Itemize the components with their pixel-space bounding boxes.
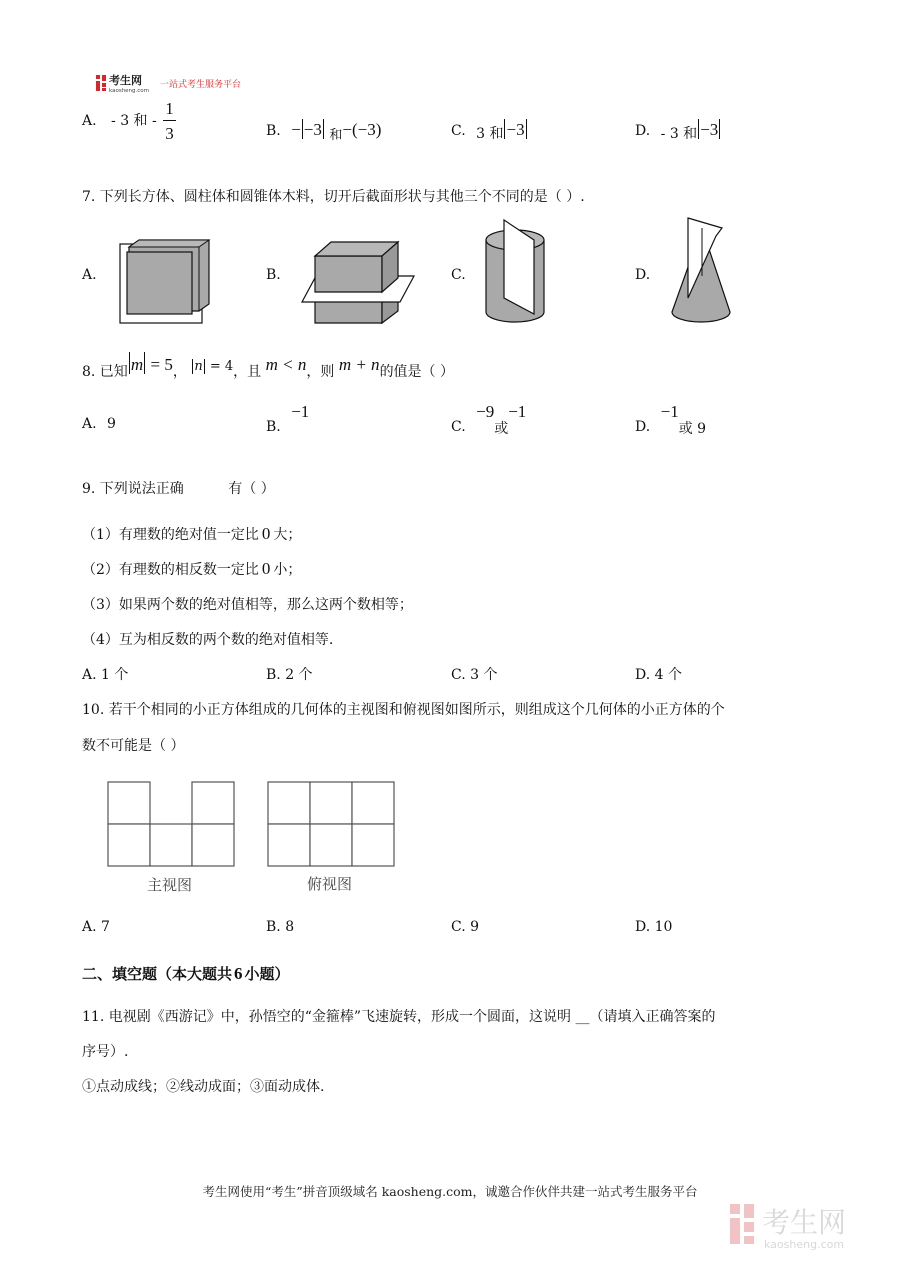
q9-option-a: A. 1 个 (82, 667, 129, 683)
q7-figure-a-cube-section (115, 232, 215, 326)
q9-s2-num: 0 (261, 559, 271, 578)
section2-title-a: 二、填空题（本大题共 (82, 965, 233, 983)
q6-b-minus: − (291, 120, 301, 139)
q9-stem (82, 478, 275, 498)
q10-option-a: A. 7 (82, 919, 110, 935)
footer-watermark (730, 1196, 880, 1260)
q8-c-label: C. (451, 419, 466, 435)
q8-c-or: 或 (494, 421, 509, 437)
q9-option-d: D. 4 个 (635, 667, 682, 683)
q9-s1-num: 0 (261, 524, 271, 543)
q6-option-b (266, 119, 381, 143)
q8-option-d (635, 402, 707, 437)
q6-b-rest: −(−3) (342, 120, 382, 139)
q9-statement-4: （4）互为相反数的两个数的绝对值相等. (82, 632, 334, 648)
q9-stem-b: 有（ ） (228, 481, 275, 497)
q8-eq5: = 5 (150, 355, 173, 374)
q11-line2: 序号）. (82, 1044, 129, 1060)
q10-option-b: B. 8 (266, 919, 295, 935)
q8-d-label: D. (635, 419, 651, 435)
q9-option-c: C. 3 个 (451, 667, 498, 683)
q6-a-fraction (163, 100, 176, 142)
q6-option-c (451, 119, 528, 143)
q8-c-v2: −1 (508, 402, 527, 421)
q8-n: n (194, 359, 203, 374)
q8-cond: m < n (265, 355, 307, 374)
watermark-logo-icon (730, 1196, 880, 1256)
q8-option-b (266, 402, 310, 436)
q7-stem: 7. 下列长方体、圆柱体和圆锥体木料，切开后截面形状与其他三个不同的是（ ）. (82, 189, 585, 205)
top-view (268, 782, 394, 866)
section2-title (82, 963, 290, 984)
front-view (108, 782, 234, 866)
logo-icon (96, 72, 256, 94)
q8-a-val: 9 (107, 416, 116, 432)
q6-a-text: - 3 和 - (111, 113, 157, 129)
q6-option-d (635, 119, 721, 143)
q6-b-and: 和 (329, 128, 343, 143)
q11-line1: 11. 电视剧《西游记》中，孙悟空的“金箍棒”飞速旋转，形成一个圆面，这说明 __（请填入正确答案的 (82, 1009, 716, 1025)
q10-option-d: D. 10 (635, 919, 673, 935)
q9-statement-1 (82, 524, 301, 544)
q8-suffix: 的值是（ ） (379, 364, 455, 380)
q8-a-label: A. (82, 416, 97, 432)
q6-a-num: 1 (163, 100, 176, 121)
q9-statement-2 (82, 559, 301, 579)
q10-stem-line2: 数不可能是（ ） (82, 738, 185, 754)
header-logo (96, 72, 256, 94)
q9-stem-a: 9. 下列说法正确 (82, 481, 184, 497)
q8-d-v1: −1 (660, 402, 679, 421)
q6-d-label: D. (635, 123, 651, 139)
q9-s1-text: （1）有理数的绝对值一定比 (82, 527, 259, 543)
q10-views-figure (100, 775, 400, 900)
top-view-label: 俯视图 (307, 875, 353, 893)
q6-d-text: - 3 和 (660, 126, 698, 142)
q7-option-a-label: A. (82, 267, 97, 283)
q6-d-inner: −3 (700, 120, 719, 139)
q7-figure-d-cone-vertical-cut (664, 216, 744, 328)
q8-d-or: 或 9 (678, 421, 707, 437)
q10-stem-line1: 10. 若干个相同的小正方体组成的几何体的主视图和俯视图如图所示，则组成这个几何体的小正方体的个 (82, 702, 725, 718)
q10-option-c: C. 9 (451, 919, 480, 935)
q8-and: ，且 (233, 364, 262, 380)
q7-figure-b-cube-horizontal-cut (300, 236, 420, 328)
q7-option-c-label: C. (451, 267, 466, 283)
q8-option-c (451, 402, 527, 437)
q9-option-b: B. 2 个 (266, 667, 313, 683)
q7-figure-c-cylinder-vertical-cut (478, 216, 558, 328)
slogan: 一站式考生服务平台 (160, 80, 242, 90)
section2-title-b: 小题） (244, 965, 290, 983)
q8-then: ，则 (306, 364, 335, 380)
q6-a-den: 3 (165, 124, 174, 143)
q7-option-b-label: B. (266, 267, 281, 283)
q6-c-inner: −3 (506, 120, 525, 139)
footer-text: 考生网使用“考生”拼音顶级域名 kaosheng.com，诚邀合作伙伴共建一站式考生服务平台 (202, 1184, 698, 1199)
q8-b-val: −1 (291, 402, 310, 421)
logo-text: 考生网 (109, 74, 142, 87)
q6-c-text: 3 和 (476, 126, 504, 142)
q8-b-label: B. (266, 419, 281, 435)
q8-eq4: = 4 (209, 359, 234, 374)
q8-c-v1: −9 (476, 402, 495, 421)
q7-option-d-label: D. (635, 267, 651, 283)
q9-s2-text: （2）有理数的相反数一定比 (82, 562, 259, 578)
q9-statement-3: （3）如果两个数的绝对值相等，那么这两个数相等； (82, 597, 413, 613)
watermark-text: 考生网 (762, 1206, 847, 1239)
q8-m: m (130, 355, 144, 374)
q9-s1-end: 大； (273, 527, 302, 543)
q8-comma: ， (172, 364, 187, 380)
q6-a-label: A. (82, 113, 97, 129)
front-view-label: 主视图 (147, 876, 193, 894)
q8-stem (82, 352, 454, 386)
section2-title-num: 6 (234, 964, 243, 983)
q6-b-label: B. (266, 123, 281, 139)
q6-option-a (82, 100, 176, 150)
q6-b-inner: −3 (303, 120, 322, 139)
q11-line3: ①点动成线；②线动成面；③面动成体. (82, 1079, 325, 1095)
watermark-sub: kaosheng.com (764, 1238, 845, 1251)
q9-s2-end: 小； (273, 562, 302, 578)
logo-sub: kaosheng.com (109, 88, 150, 94)
q6-c-label: C. (451, 123, 466, 139)
q8-option-a (82, 416, 116, 432)
q8-prefix: 8. 已知 (82, 364, 128, 380)
q8-expr: m + n (338, 355, 380, 374)
